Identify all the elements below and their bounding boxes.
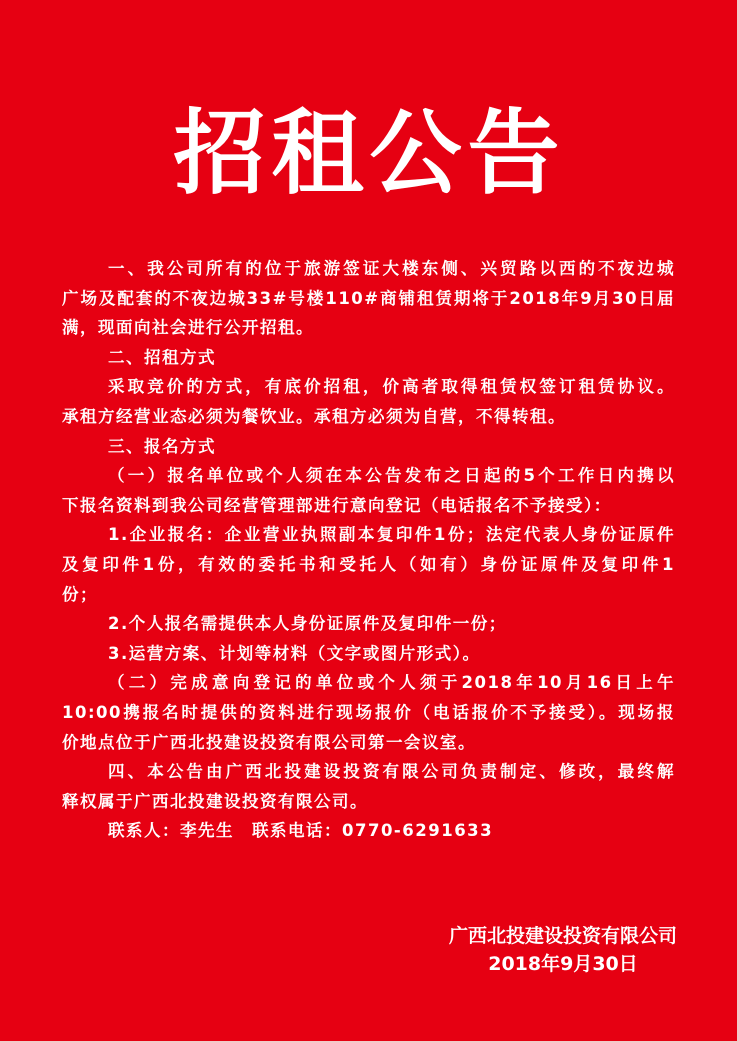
paragraph [62, 254, 675, 343]
paragraph [62, 609, 675, 639]
paragraph-line: 下报名资料到我公司经营管理部进行意向登记（电话报名不予接受）： [62, 495, 612, 515]
paragraph-line: 价地点位于广西北投建设投资有限公司第一会议室。 [62, 732, 476, 752]
paragraph [62, 816, 675, 846]
paragraph-line: 承租方经营业态必须为餐饮业。承租方必须为自营，不得转租。 [62, 406, 566, 426]
paragraph-line: 二、招租方式 [108, 347, 216, 367]
signature-block [449, 922, 677, 978]
paragraph [62, 461, 675, 520]
paragraph-line: 3.运营方案、计划等材料（文字或图片形式）。 [108, 643, 481, 663]
signature-date: 2018年9月30日 [488, 953, 638, 975]
paragraph [62, 639, 675, 669]
paragraph [62, 432, 675, 462]
paragraph [62, 668, 675, 757]
paragraph-line: 满，现面向社会进行公开招租。 [62, 318, 314, 338]
paragraph-line: 四、本公告由广西北投建设投资有限公司负责制定、修改，最终解 [108, 762, 675, 782]
paragraph-line: 2.个人报名需提供本人身份证原件及复印件一份； [108, 614, 507, 634]
paragraph [62, 343, 675, 373]
paragraph-line: （一）报名单位或个人须在本公告发布之日起的5个工作日内携以 [108, 466, 675, 486]
paragraph-line: 1.企业报名：企业营业执照副本复印件1份；法定代表人身份证原件 [108, 525, 675, 545]
page-title: 招租公告 [173, 99, 566, 207]
paragraph-line: 一、我公司所有的位于旅游签证大楼东侧、兴贸路以西的不夜边城 [108, 259, 675, 278]
paragraph-line: 三、报名方式 [108, 436, 216, 456]
paragraph [62, 520, 675, 609]
notice-body [62, 254, 675, 846]
paragraph-line: 10:00携报名时提供的资料进行现场报价（电话报价不予接受）。现场报 [62, 702, 675, 722]
paragraph-line: 及复印件1份，有效的委托书和受托人（如有）身份证原件及复印件1 [62, 554, 675, 574]
paragraph-line: 采取竞价的方式，有底价招租，价高者取得租赁权签订租赁协议。 [108, 377, 675, 397]
paragraph-line: 联系人：李先生 联系电话：0770-6291633 [108, 821, 494, 841]
paragraph [62, 372, 675, 431]
paragraph-line: 份； [62, 584, 98, 604]
signature-company: 广西北投建设投资有限公司 [448, 925, 677, 947]
paragraph [62, 757, 675, 816]
paragraph-line: 广场及配套的不夜边城33#号楼110#商铺租赁期将于2018年9月30日届 [62, 288, 675, 308]
paragraph-line: 释权属于广西北投建设投资有限公司。 [62, 791, 368, 811]
paragraph-line: （二）完成意向登记的单位或个人须于2018年10月16日上午 [108, 673, 675, 693]
